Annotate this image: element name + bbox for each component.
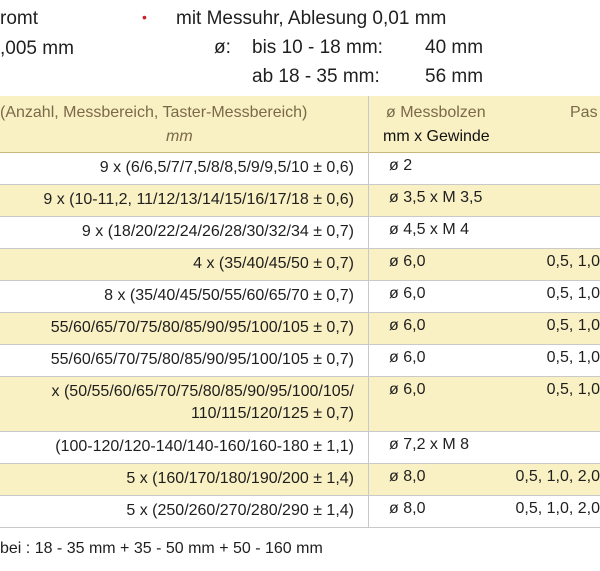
footer-note: bei : 18 - 35 mm + 35 - 50 mm + 50 - 160 mm [0, 540, 323, 557]
table-row [0, 313, 600, 345]
table-row [0, 496, 600, 528]
row-range: 5 x (160/170/180/190/200 ± 1,4) [126, 470, 354, 487]
row-extra: 0,5, 1,0, 2,0 [515, 500, 600, 517]
table-row [0, 464, 600, 496]
range2-value: 56 mm [425, 66, 484, 87]
table-row [0, 249, 600, 281]
diameter-label: ø: [214, 37, 231, 58]
table-row [0, 377, 600, 432]
table-row [0, 217, 600, 249]
row-bolt: ø 6,0 [389, 317, 426, 334]
row-bolt: ø 7,2 x M 8 [389, 436, 470, 453]
row-extra: 0,5, 1,0 [546, 285, 600, 302]
row-bolt: ø 6,0 [389, 253, 426, 270]
table-row [0, 281, 600, 313]
row-extra: 0,5, 1,0 [546, 253, 600, 270]
range2-label: ab 18 - 35 mm: [252, 66, 380, 87]
table-header [0, 96, 600, 153]
measure-text: mit Messuhr, Ablesung 0,01 mm [176, 8, 447, 29]
row-range: 4 x (35/40/45/50 ± 0,7) [193, 255, 354, 272]
row-range: 9 x (6/6,5/7/7,5/8/8,5/9/9,5/10 ± 0,6) [99, 159, 354, 176]
column-divider [368, 96, 369, 528]
left-fragment-1: romt [0, 8, 38, 29]
table-row [0, 153, 600, 185]
row-range: 8 x (35/40/45/50/55/60/65/70 ± 0,7) [104, 287, 354, 304]
row-extra: 0,5, 1,0 [546, 381, 600, 398]
row-bolt: ø 2 [389, 157, 413, 174]
header-col1-unit: mm [166, 128, 193, 145]
row-range-cont: 110/115/120/125 ± 0,7) [191, 405, 354, 422]
row-extra: 0,5, 1,0, 2,0 [515, 468, 600, 485]
header-col2: ø Messbolzen [386, 104, 486, 121]
row-range: 5 x (250/260/270/280/290 ± 1,4) [126, 502, 354, 519]
row-range: x (50/55/60/65/70/75/80/85/90/95/100/105/ [51, 383, 354, 400]
range1-value: 40 mm [425, 37, 484, 58]
row-bolt: ø 6,0 [389, 285, 426, 302]
row-bolt: ø 6,0 [389, 381, 426, 398]
table-row [0, 432, 600, 464]
left-fragment-2: ,005 mm [0, 38, 74, 59]
header-col3: Pas [570, 104, 598, 121]
table-row [0, 185, 600, 217]
header-col1: (Anzahl, Messbereich, Taster-Messbereich) [0, 104, 308, 121]
row-extra: 0,5, 1,0 [546, 317, 600, 334]
row-range: 55/60/65/70/75/80/85/90/95/100/105 ± 0,7) [50, 351, 354, 368]
row-range: 9 x (10-11,2, 11/12/13/14/15/16/17/18 ± 0,6) [43, 191, 354, 208]
row-range: 55/60/65/70/75/80/85/90/95/100/105 ± 0,7) [50, 319, 354, 336]
row-range: 9 x (18/20/22/24/26/28/30/32/34 ± 0,7) [81, 223, 354, 240]
row-bolt: ø 4,5 x M 4 [389, 221, 470, 238]
row-bolt: ø 6,0 [389, 349, 426, 366]
range1-label: bis 10 - 18 mm: [252, 37, 383, 58]
row-bolt: ø 3,5 x M 3,5 [389, 189, 483, 206]
bullet-icon: • [142, 9, 147, 25]
table-row [0, 345, 600, 377]
header-col2-unit: mm x Gewinde [383, 128, 490, 145]
row-extra: 0,5, 1,0 [546, 349, 600, 366]
row-bolt: ø 8,0 [389, 500, 426, 517]
row-bolt: ø 8,0 [389, 468, 426, 485]
row-range: (100-120/120-140/140-160/160-180 ± 1,1) [55, 438, 354, 455]
